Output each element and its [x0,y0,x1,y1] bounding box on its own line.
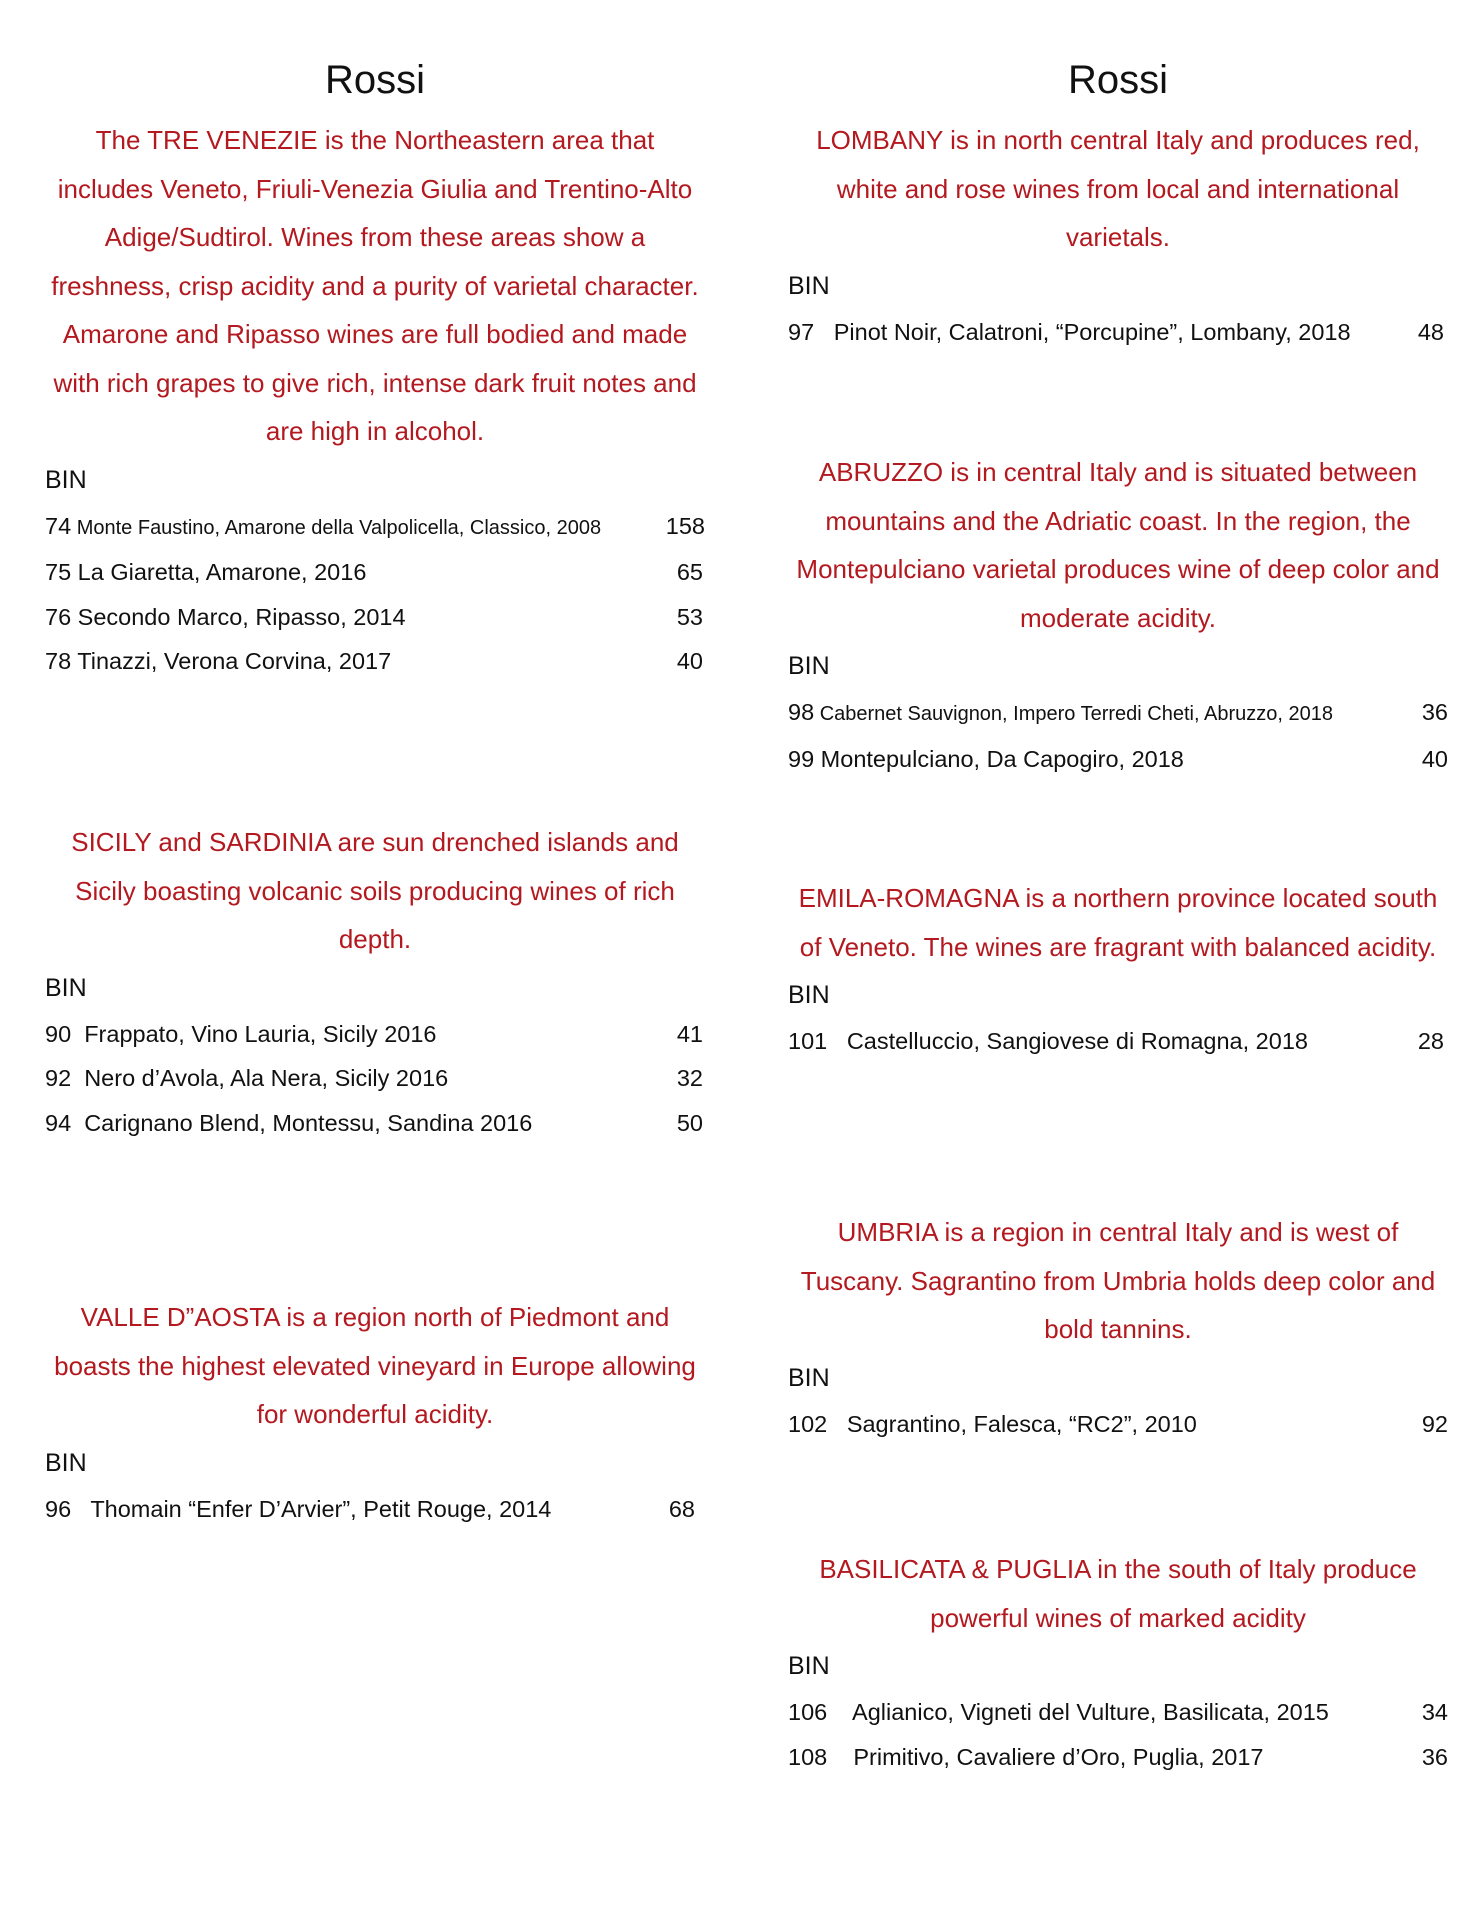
wine-bin: 96 [45,1495,72,1522]
wine-row [45,504,705,551]
wine-name: Primitivo, Cavaliere d’Oro, Puglia, 2017 [853,1743,1264,1770]
bin-label: BIN [788,1652,830,1680]
wine-price: 36 [1421,1743,1448,1770]
wine-bin: 101 [788,1028,828,1054]
wine-bin: 99 [788,745,815,772]
wine-bin: 108 [788,1743,828,1770]
region-description: LOMBANY is in north central Italy and produces red, white and rose wines from local and international varietals. [816,125,1420,252]
region-description: UMBRIA is a region in central Italy and is west of Tuscany. Sagrantino from Umbria holds deep color and bold tannins. [800,1217,1436,1344]
wine-row [45,1012,705,1057]
wine-price: 28 [1417,1028,1444,1054]
wine-price: 48 [1417,318,1444,345]
wine-row [45,550,705,595]
bin-label: BIN [45,973,87,1002]
wine-bin: 97 [788,318,815,345]
bin-label: BIN [788,652,830,680]
right-column-title: Rossi [1067,58,1169,102]
wine-price: 65 [676,559,703,585]
wine-row [45,1101,705,1146]
wine-price: 40 [1421,745,1448,772]
wine-price: 158 [665,512,705,539]
wine-price: 50 [676,1109,703,1136]
wine-price: 92 [1421,1410,1448,1437]
section-abruzzo [788,448,1448,781]
wine-row [788,1019,1448,1064]
region-description: BASILICATA & PUGLIA in the south of Italy produce powerful wines of marked acidity [819,1554,1417,1633]
wine-bin: 102 [788,1410,828,1437]
wine-price: 53 [676,603,703,630]
wine-bin: 76 [45,603,72,630]
wine-row [788,310,1448,355]
wine-bin: 75 [45,559,72,585]
section-sicily-sardinia [45,818,705,1145]
left-column-title: Rossi [324,58,426,102]
region-description: EMILA-ROMAGNA is a northern province located south of Veneto. The wines are fragrant with balanced acidity. [798,883,1438,962]
wine-name: Cabernet Sauvignon, Impero Terredi Cheti, Abruzzo, 2018 [819,703,1333,725]
bin-label: BIN [45,465,87,494]
wine-price: 68 [668,1495,695,1522]
wine-bin: 74 [45,512,72,539]
wine-name: Aglianico, Vigneti del Vulture, Basilicata, 2015 [852,1699,1329,1725]
region-description: The TRE VENEZIE is the Northeastern area that includes Veneto, Friuli-Venezia Giulia and Trentino-Alto Adige/Sudtirol. Wines from these areas show a freshness, crisp acidity and a purity of varietal character. Amarone and Ripasso wines are full bodied and made with rich grapes to give rich, intense dark fruit notes and are high in alcohol. [51,125,699,446]
section-lombany [788,116,1448,354]
wine-name: Monte Faustino, Amarone della Valpolicella, Classico, 2008 [76,516,602,539]
wine-bin: 106 [788,1699,828,1725]
wine-row [45,595,705,640]
wine-row [45,1487,705,1532]
wine-name: Tinazzi, Verona Corvina, 2017 [77,648,392,674]
wine-row [45,639,705,684]
wine-row [788,1735,1448,1780]
wine-bin: 94 [45,1109,72,1136]
wine-price: 34 [1421,1699,1448,1725]
wine-row [788,1402,1448,1447]
wine-bin: 78 [45,648,72,674]
wine-name: Frappato, Vino Lauria, Sicily 2016 [84,1020,437,1047]
region-description: SICILY and SARDINIA are sun drenched islands and Sicily boasting volcanic soils producing wines of rich depth. [71,827,679,954]
section-umbria [788,1208,1448,1446]
section-emila-romagna [788,874,1448,1064]
wine-name: Montepulciano, Da Capogiro, 2018 [820,745,1184,772]
wine-row [788,690,1448,737]
wine-price: 40 [676,648,703,674]
wine-name: Pinot Noir, Calatroni, “Porcupine”, Lombany, 2018 [833,318,1351,345]
section-valle-daosta [45,1293,705,1531]
bin-label: BIN [788,981,830,1009]
wine-name: Nero d’Avola, Ala Nera, Sicily 2016 [84,1065,449,1091]
region-description: ABRUZZO is in central Italy and is situated between mountains and the Adriatic coast. In the region, the Montepulciano varietal produces wine of deep color and moderate acidity. [796,457,1440,633]
wine-name: Castelluccio, Sangiovese di Romagna, 2018 [846,1028,1308,1054]
region-description: VALLE D”AOSTA is a region north of Piedmont and boasts the highest elevated vineyard in Europe allowing for wonderful acidity. [54,1302,696,1429]
wine-name: La Giaretta, Amarone, 2016 [77,559,367,585]
wine-bin: 98 [788,699,815,725]
bin-label: BIN [788,271,830,300]
section-basilicata-puglia [788,1545,1448,1779]
wine-bin: 90 [45,1020,72,1047]
wine-price: 32 [676,1065,703,1091]
wine-price: 36 [1421,699,1448,725]
section-tre-venezie [45,116,705,684]
bin-label: BIN [788,1363,830,1392]
wine-row [45,1056,705,1101]
wine-row [788,737,1448,782]
wine-name: Carignano Blend, Montessu, Sandina 2016 [84,1109,533,1136]
wine-name: Thomain “Enfer D’Arvier”, Petit Rouge, 2014 [90,1495,552,1522]
wine-name: Sagrantino, Falesca, “RC2”, 2010 [846,1410,1197,1437]
wine-name: Secondo Marco, Ripasso, 2014 [77,603,406,630]
wine-row [788,1690,1448,1735]
bin-label: BIN [45,1448,87,1477]
wine-price: 41 [676,1020,703,1047]
wine-bin: 92 [45,1065,72,1091]
